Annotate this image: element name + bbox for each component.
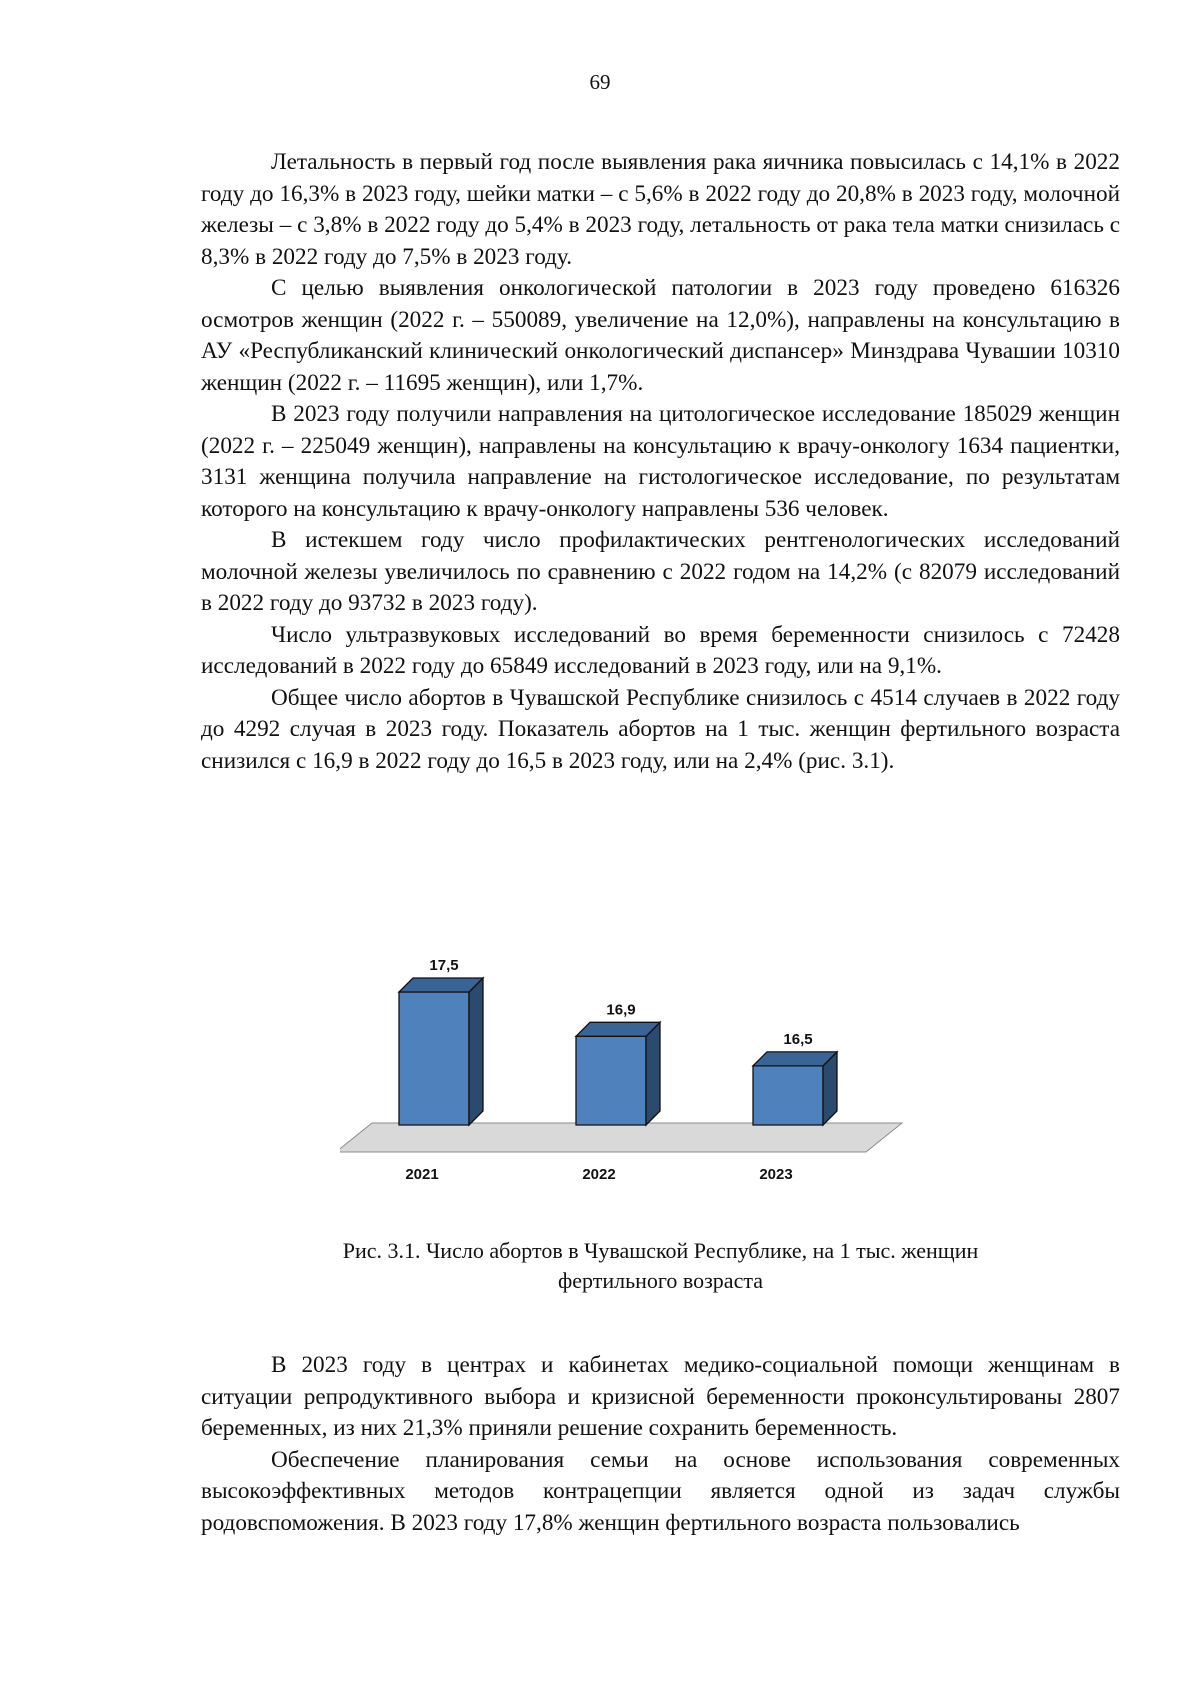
category-label: 2022 bbox=[582, 1166, 616, 1183]
bars-group bbox=[399, 978, 837, 1125]
paragraph: С целью выявления онкологической патологии в 2023 году проведено 616326 осмотров женщин (2022 г. – 550089, увеличение на 12,0%), направлены на консультацию в АУ «Республиканский клинический онкологический диспансер» Минздрава Чувашии 10310 женщин (2022 г. – 11695 женщин), или 1,7%. bbox=[201, 275, 1120, 396]
chart-floor bbox=[340, 1123, 902, 1152]
bar-side bbox=[646, 1022, 660, 1125]
paragraph: Летальность в первый год после выявления рака яичника повысилась с 14,1% в 2022 году до 16,3% в 2023 году, шейки матки – с 5,6% в 2022 году до 20,8% в 2023 году, молочной железы – с 3,8% в 2022 году до 5,4% в 2023 году, летальность от рака тела матки снизилась с 8,3% в 2022 году до 7,5% в 2023 году. bbox=[201, 149, 1120, 270]
bar-chart bbox=[340, 920, 1000, 1190]
value-label: 16,5 bbox=[783, 1030, 813, 1048]
value-label: 17,5 bbox=[429, 957, 459, 974]
category-label: 2023 bbox=[759, 1166, 793, 1183]
bar-front bbox=[576, 1036, 646, 1125]
chart-canvas bbox=[340, 920, 1000, 1190]
figure-caption bbox=[201, 1236, 1120, 1296]
caption-line-1: Рис. 3.1. Число абортов в Чувашской Республике, на 1 тыс. женщин bbox=[342, 1238, 979, 1263]
paragraph: Число ультразвуковых исследований во время беременности снизилось с 72428 исследований в 2022 году до 65849 исследований в 2023 году, или на 9,1%. bbox=[201, 621, 1120, 679]
text-block-bottom bbox=[201, 1350, 1120, 1539]
bar-top bbox=[576, 1022, 660, 1036]
value-label: 16,9 bbox=[606, 1001, 636, 1019]
bar-2021 bbox=[399, 978, 483, 1125]
paragraph: В 2023 году в центрах и кабинетах медико-социальной помощи женщинам в ситуации репродуктивного выбора и кризисной беременности проконсультированы 2807 беременных, из них 21,3% приняли решение сохранить беременность. bbox=[201, 1352, 1120, 1441]
page-number: 69 bbox=[589, 70, 611, 94]
category-label: 2021 bbox=[405, 1166, 439, 1183]
caption-line-2: фертильного возраста bbox=[558, 1268, 763, 1293]
bar-2022 bbox=[576, 1022, 660, 1125]
bar-top bbox=[399, 978, 483, 992]
bar-top bbox=[753, 1052, 837, 1066]
paragraph: В 2023 году получили направления на цитологическое исследование 185029 женщин (2022 г. – 225049 женщин), направлены на консультацию к врачу-онкологу 1634 пациентки, 3131 женщина получила направление на гистологическое исследование, по результатам которого на консультацию к врачу-онкологу направлены 536 человек. bbox=[201, 401, 1120, 522]
text-block-top bbox=[201, 147, 1120, 777]
bar-front bbox=[399, 992, 469, 1125]
bar-front bbox=[753, 1066, 823, 1125]
paragraph: В истекшем году число профилактических рентгенологических исследований молочной железы увеличилось по сравнению с 2022 годом на 14,2% (с 82079 исследований в 2022 году до 93732 в 2023 году). bbox=[201, 527, 1120, 616]
paragraph: Общее число абортов в Чувашской Республике снизилось с 4514 случаев в 2022 году до 4292 случая в 2023 году. Показатель абортов на 1 тыс. женщин фертильного возраста снизился с 16,9 в 2022 году до 16,5 в 2023 году, или на 2,4% (рис. 3.1). bbox=[201, 684, 1120, 774]
paragraph: Обеспечение планирования семьи на основе использования современных высокоэффективных методов контрацепции является одной из задач службы родовспоможения. В 2023 году 17,8% женщин фертильного возраста пользовались bbox=[201, 1446, 1120, 1536]
bar-2023 bbox=[753, 1052, 837, 1125]
bar-side bbox=[469, 978, 483, 1125]
